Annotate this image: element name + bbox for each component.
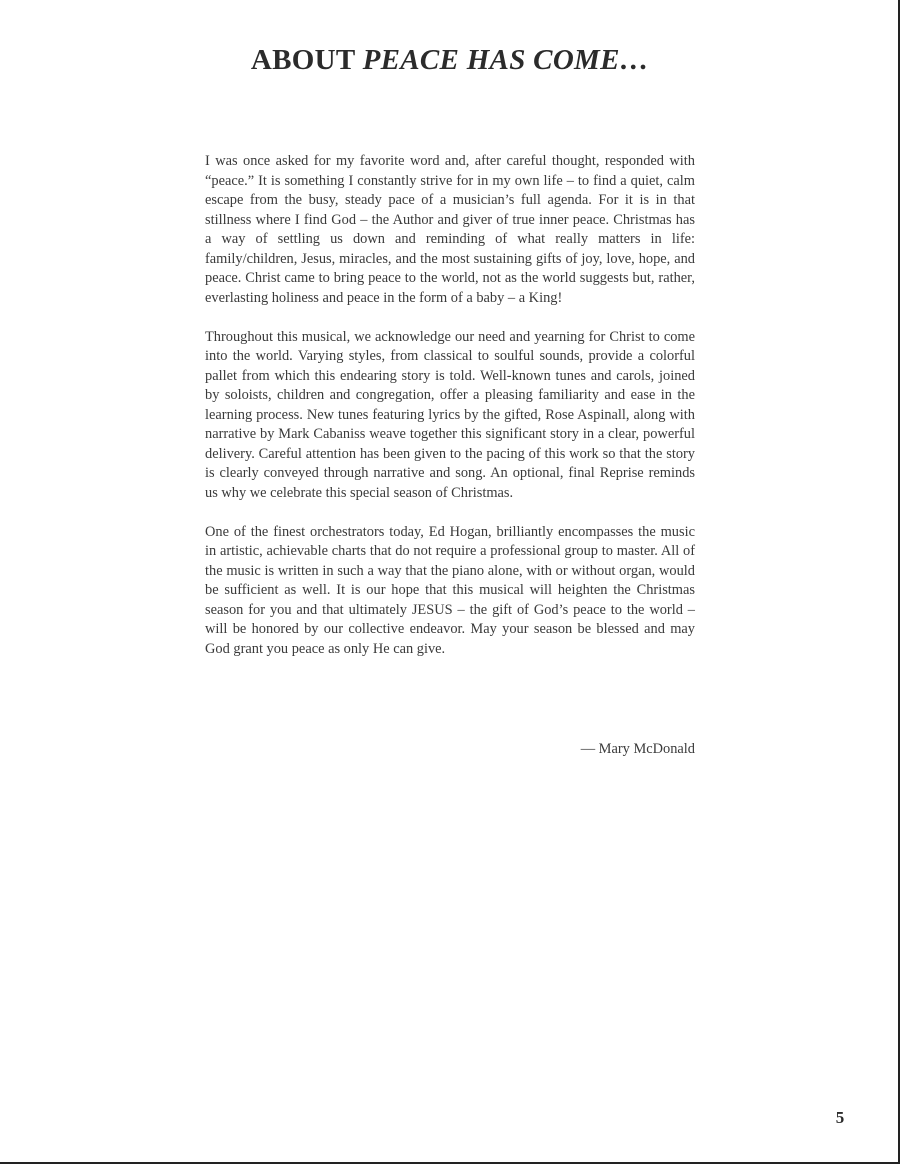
- title-prefix: ABOUT: [250, 44, 363, 76]
- paragraph-1: I was once asked for my favorite word and, after careful thought, responded with “peace.” It is something I constantly strive for in my own life – to find a quiet, calm escape from the busy, steady pace of a musician’s full agenda. For it is in that stillness where I find God – the Author and giver of true inner peace. Christmas has a way of settling us down and reminding of what really matters in life: family/children, Jesus, miracles, and the most sustaining gifts of joy, love, hope, and peace. Christ came to bring peace to the world, not as the world suggests but, rather, everlasting holiness and peace in the form of a baby – a King!: [205, 153, 695, 306]
- paragraph-2: Throughout this musical, we acknowledge our need and yearning for Christ to come into the world. Varying styles, from classical to soulful sounds, provide a colorful pallet from which this endearing story is told. Well-known tunes and carols, joined by soloists, children and congregation, offer a pleasing familiarity and ease in the learning process. New tunes featuring lyrics by the gifted, Rose Aspinall, along with narrative by Mark Cabaniss weave together this significant story in a clear, powerful delivery. Careful attention has been given to the pacing of this work so that the story is clearly conveyed through narrative and song. An optional, final Reprise reminds us why we celebrate this special season of Christmas.: [205, 328, 695, 501]
- title-italic: PEACE HAS COME…: [362, 44, 650, 76]
- page-number: 5: [835, 1108, 845, 1127]
- page-title: [0, 44, 900, 77]
- body-text: [205, 152, 695, 679]
- paragraph-3: One of the finest orchestrators today, Ed Hogan, brilliantly encompasses the music in artistic, achievable charts that do not require a professional group to master. All of the music is written in such a way that the piano alone, with or without organ, would be sufficient as well. It is our hope that this musical will heighten the Christmas season for you and that ultimately JESUS – the gift of God’s peace to the world – will be honored by our collective endeavor. May your season be blessed and may God grant you peace as only He can give.: [205, 523, 695, 657]
- signature: — Mary McDonald: [580, 741, 695, 757]
